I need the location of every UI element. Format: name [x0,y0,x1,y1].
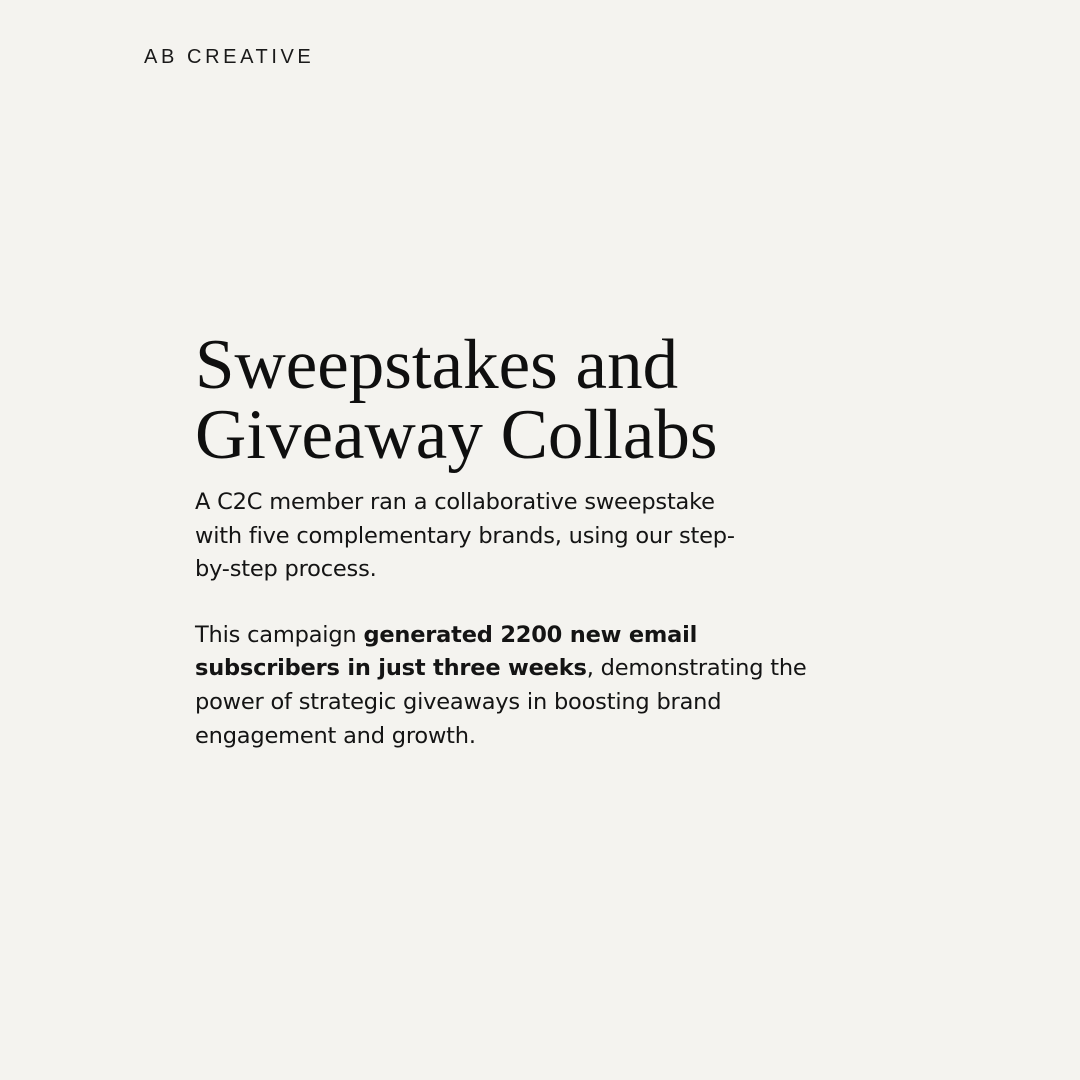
headline-line-2: Giveaway Collabs [195,396,718,474]
result-line-4: engagement and growth. [195,722,476,749]
result-text: , demonstrating the [586,655,807,682]
result-text: This campaign [195,621,364,648]
intro-line-1: A C2C member ran a collaborative sweepstake [195,489,715,515]
result-highlight: generated 2200 new email [363,621,698,648]
result-paragraph [195,619,855,753]
intro-line-2: with five complementary brands, using our step- [195,522,735,549]
brand-name: AB CREATIVE [144,46,315,68]
intro-paragraph [195,486,855,587]
main-content [195,326,855,753]
intro-line-3: by-step process. [195,556,377,583]
result-line-1 [195,619,855,653]
result-line-2 [195,652,855,686]
headline [195,326,855,474]
result-highlight: subscribers in just three weeks [195,655,587,682]
result-line-3: power of strategic giveaways in boosting brand [195,688,722,715]
headline-line-1: Sweepstakes and [195,326,679,404]
